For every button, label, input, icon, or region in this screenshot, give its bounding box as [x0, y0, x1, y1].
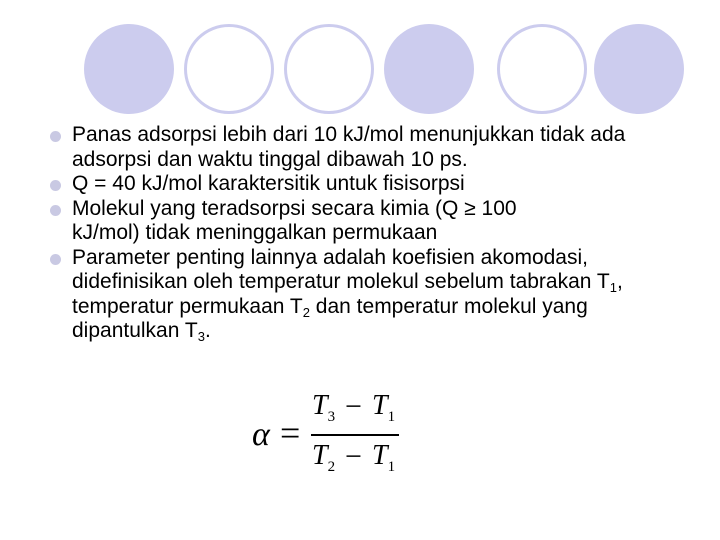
bullet-text: .	[204, 319, 211, 342]
accommodation-coefficient-formula	[250, 388, 410, 483]
bullet-dot-icon	[50, 180, 61, 191]
subscript: 3	[197, 329, 205, 344]
bullet-text: , temperatur permukaan T	[72, 270, 623, 318]
bullet-text: dan temperatur molekul yang dipantulkan T	[72, 294, 588, 342]
decor-circle-outline	[497, 24, 587, 114]
denominator-term-b: $T_1$	[372, 440, 396, 475]
numerator-minus: −	[345, 390, 362, 423]
decor-circle-filled	[594, 24, 684, 114]
bullet-list	[50, 123, 700, 344]
bullet-dot-icon	[50, 205, 61, 216]
denominator-term-a: $T_2$	[312, 440, 336, 475]
bullet-item	[50, 246, 700, 344]
formula-equals: =	[280, 413, 301, 453]
subscript: 1	[609, 280, 617, 295]
decor-circle-outline	[284, 24, 374, 114]
decor-circle-outline	[184, 24, 274, 114]
numerator-term-b: $T_1$	[372, 390, 396, 425]
bullet-text: Parameter penting lainnya adalah koefisien akomodasi, didefinisikan oleh temperatur molekul sebelum tabrakan T	[72, 245, 610, 293]
bullet-dot-icon	[50, 254, 61, 265]
numerator-term-a: $T_3$	[312, 390, 336, 425]
denominator-minus: −	[345, 440, 362, 473]
bullet-item	[50, 123, 700, 172]
subscript: 2	[302, 304, 310, 320]
bullet-text: Molekul yang teradsorpsi secara kimia (Q ≥ 100	[72, 196, 517, 220]
fraction-bar	[311, 434, 399, 436]
formula-alpha: α	[252, 416, 270, 453]
decor-circle-filled	[384, 24, 474, 114]
bullet-text: Panas adsorpsi lebih dari 10 kJ/mol menunjukkan tidak ada adsorpsi dan waktu tinggal dibawah 10 ps.	[72, 123, 626, 171]
decorative-circles	[0, 0, 720, 120]
bullet-item	[50, 172, 700, 197]
bullet-text: kJ/mol) tidak meninggalkan permukaan	[72, 221, 438, 244]
bullet-text: Q = 40 kJ/mol karaktersitik untuk fisisorpsi	[72, 172, 465, 195]
bullet-dot-icon	[50, 131, 61, 142]
decor-circle-filled	[84, 24, 174, 114]
bullet-item	[50, 197, 700, 246]
